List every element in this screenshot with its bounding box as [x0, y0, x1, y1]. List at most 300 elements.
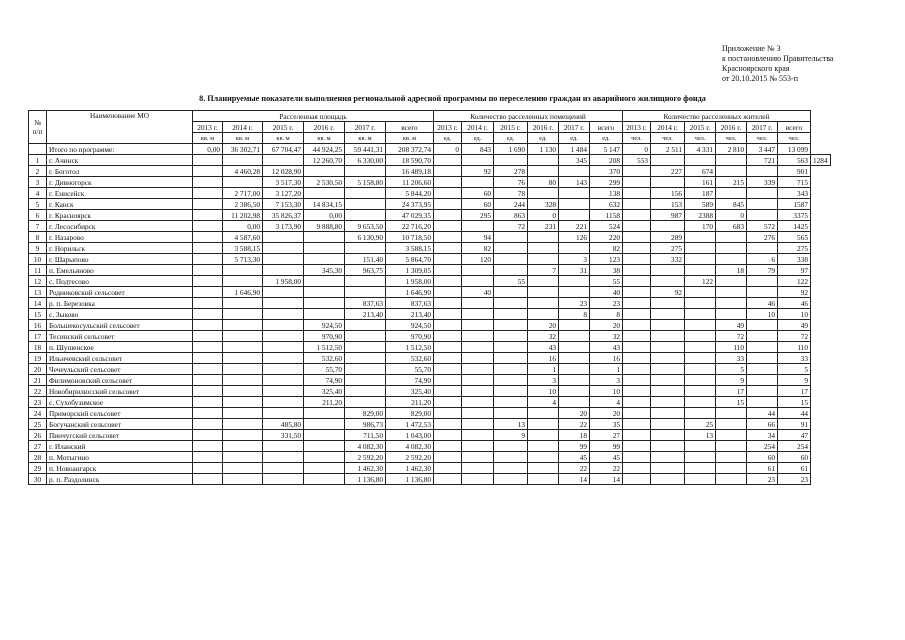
value-cell: 12 260,70: [304, 155, 345, 166]
value-cell: [345, 166, 386, 177]
value-cell: [263, 386, 304, 397]
value-cell: [716, 452, 747, 463]
value-cell: 9 888,80: [304, 221, 345, 232]
table-body: [29, 144, 831, 485]
value-cell: 2 592,20: [386, 452, 434, 463]
value-cell: 80: [528, 177, 559, 188]
municipality-name: г. Канск: [47, 199, 193, 210]
value-cell: 110: [778, 342, 811, 353]
header-rooms-unit: ед.: [462, 133, 494, 144]
value-cell: [193, 199, 223, 210]
table-row: [29, 353, 831, 364]
value-cell: 1 958,00: [386, 276, 434, 287]
value-cell: 370: [590, 166, 623, 177]
value-cell: 485,80: [263, 419, 304, 430]
value-cell: [494, 309, 528, 320]
value-cell: 565: [778, 232, 811, 243]
value-cell: 126: [559, 232, 590, 243]
value-cell: [223, 298, 263, 309]
value-cell: [623, 309, 651, 320]
value-cell: [623, 166, 651, 177]
value-cell: [528, 463, 559, 474]
header-area: Расселенная площадь: [193, 111, 434, 122]
value-cell: 674: [685, 166, 716, 177]
annex-line-4: от 20.10.2015 № 553-п: [722, 74, 798, 83]
value-cell: 1284: [811, 155, 831, 166]
value-cell: 275: [651, 243, 685, 254]
value-cell: [651, 177, 685, 188]
municipality-name: г. Лесосибирск: [47, 221, 193, 232]
value-cell: 3 588,15: [223, 243, 263, 254]
value-cell: [193, 331, 223, 342]
value-cell: [747, 210, 778, 221]
row-number: 11: [29, 265, 47, 276]
header-residents-year: 2014 г.: [651, 122, 685, 133]
value-cell: 14: [559, 474, 590, 485]
table-row: [29, 155, 831, 166]
value-cell: 47: [778, 430, 811, 441]
value-cell: [223, 375, 263, 386]
row-number: 13: [29, 287, 47, 298]
table-row: [29, 452, 831, 463]
value-cell: 22: [559, 463, 590, 474]
value-cell: [559, 276, 590, 287]
header-residents-year: 2016 г.: [716, 122, 747, 133]
value-cell: 0: [623, 144, 651, 155]
value-cell: [494, 320, 528, 331]
value-cell: [462, 397, 494, 408]
value-cell: 143: [559, 177, 590, 188]
value-cell: [685, 232, 716, 243]
value-cell: [263, 452, 304, 463]
value-cell: [685, 320, 716, 331]
row-number: 24: [29, 408, 47, 419]
value-cell: [434, 474, 462, 485]
value-cell: [223, 397, 263, 408]
value-cell: 338: [778, 254, 811, 265]
value-cell: 837,63: [386, 298, 434, 309]
value-cell: [304, 254, 345, 265]
value-cell: 92: [651, 287, 685, 298]
value-cell: [223, 276, 263, 287]
table-row: [29, 254, 831, 265]
value-cell: 44 924,25: [304, 144, 345, 155]
value-cell: [623, 353, 651, 364]
value-cell: 20: [590, 408, 623, 419]
value-cell: 97: [778, 265, 811, 276]
table-row: [29, 298, 831, 309]
value-cell: [434, 155, 462, 166]
value-cell: 23: [747, 474, 778, 485]
value-cell: 74,90: [304, 375, 345, 386]
value-cell: 328: [528, 199, 559, 210]
value-cell: [434, 232, 462, 243]
value-cell: 863: [494, 210, 528, 221]
value-cell: 9 653,50: [345, 221, 386, 232]
row-number: 2: [29, 166, 47, 177]
value-cell: [345, 331, 386, 342]
value-cell: 1 136,80: [386, 474, 434, 485]
value-cell: [685, 386, 716, 397]
value-cell: 325,40: [304, 386, 345, 397]
value-cell: [193, 430, 223, 441]
value-cell: [345, 397, 386, 408]
row-number: 14: [29, 298, 47, 309]
value-cell: 208 372,74: [386, 144, 434, 155]
value-cell: 44: [778, 408, 811, 419]
value-cell: [434, 265, 462, 276]
table-row: [29, 375, 831, 386]
header-residents-unit: чел.: [623, 133, 651, 144]
value-cell: 208: [590, 155, 623, 166]
value-cell: [685, 243, 716, 254]
value-cell: 3 127,20: [263, 188, 304, 199]
value-cell: [434, 463, 462, 474]
value-cell: 231: [528, 221, 559, 232]
header-name: Наименование МО: [47, 111, 193, 144]
header-rooms-year: всего: [590, 122, 623, 133]
value-cell: 532,60: [386, 353, 434, 364]
value-cell: [434, 397, 462, 408]
value-cell: [494, 452, 528, 463]
value-cell: [345, 188, 386, 199]
value-cell: 33: [716, 353, 747, 364]
row-number: 12: [29, 276, 47, 287]
header-area-unit: кв. м: [223, 133, 263, 144]
municipality-name: Тесинский сельсовет: [47, 331, 193, 342]
value-cell: [434, 342, 462, 353]
value-cell: [223, 309, 263, 320]
value-cell: [559, 320, 590, 331]
value-cell: 138: [590, 188, 623, 199]
value-cell: [193, 243, 223, 254]
value-cell: [528, 166, 559, 177]
value-cell: 91: [778, 419, 811, 430]
value-cell: [434, 243, 462, 254]
row-number: 29: [29, 463, 47, 474]
value-cell: [716, 419, 747, 430]
value-cell: [345, 353, 386, 364]
value-cell: [559, 353, 590, 364]
value-cell: 1 512,50: [386, 342, 434, 353]
value-cell: [685, 463, 716, 474]
row-number: 10: [29, 254, 47, 265]
value-cell: 1158: [590, 210, 623, 221]
municipality-name: р. п. Березовка: [47, 298, 193, 309]
value-cell: 572: [747, 221, 778, 232]
value-cell: 563: [778, 155, 811, 166]
municipality-name: г. Ачинск: [47, 155, 193, 166]
value-cell: 32: [528, 331, 559, 342]
row-number: 1: [29, 155, 47, 166]
header-residents: Количество расселенных жителей: [623, 111, 811, 122]
value-cell: 18: [716, 265, 747, 276]
value-cell: 35: [590, 419, 623, 430]
value-cell: 74,90: [386, 375, 434, 386]
value-cell: [623, 177, 651, 188]
value-cell: 901: [778, 166, 811, 177]
row-number: 23: [29, 397, 47, 408]
value-cell: 72: [778, 331, 811, 342]
value-cell: [716, 463, 747, 474]
value-cell: 13 099: [778, 144, 811, 155]
value-cell: 721: [747, 155, 778, 166]
value-cell: [559, 287, 590, 298]
municipality-name: Ильичевский сельсовет: [47, 353, 193, 364]
value-cell: 1 043,00: [386, 430, 434, 441]
header-rooms-unit: ед.: [434, 133, 462, 144]
table-row: [29, 309, 831, 320]
value-cell: [434, 441, 462, 452]
municipality-name: г. Норильск: [47, 243, 193, 254]
value-cell: 2 717,00: [223, 188, 263, 199]
value-cell: 1425: [778, 221, 811, 232]
value-cell: 1 136,80: [345, 474, 386, 485]
value-cell: 40: [590, 287, 623, 298]
value-cell: 1 130: [528, 144, 559, 155]
value-cell: 2 511: [651, 144, 685, 155]
value-cell: 25: [685, 419, 716, 430]
table-row: [29, 166, 831, 177]
value-cell: [716, 276, 747, 287]
value-cell: [304, 452, 345, 463]
value-cell: [345, 287, 386, 298]
value-cell: [528, 155, 559, 166]
value-cell: 35 826,37: [263, 210, 304, 221]
annex-block: [722, 44, 833, 84]
value-cell: 18 590,70: [386, 155, 434, 166]
value-cell: 17: [778, 386, 811, 397]
value-cell: [494, 375, 528, 386]
value-cell: [651, 463, 685, 474]
value-cell: [304, 188, 345, 199]
value-cell: [716, 166, 747, 177]
value-cell: [304, 408, 345, 419]
value-cell: 1: [528, 364, 559, 375]
value-cell: 3 447: [747, 144, 778, 155]
value-cell: [747, 276, 778, 287]
value-cell: [651, 276, 685, 287]
value-cell: [193, 287, 223, 298]
table-row: [29, 177, 831, 188]
value-cell: [304, 298, 345, 309]
value-cell: 187: [685, 188, 716, 199]
municipality-name: п. Емельяново: [47, 265, 193, 276]
value-cell: 66: [747, 419, 778, 430]
header-rooms-unit: ед.: [590, 133, 623, 144]
value-cell: [462, 276, 494, 287]
value-cell: 3 588,15: [386, 243, 434, 254]
value-cell: 1 462,30: [345, 463, 386, 474]
value-cell: [651, 375, 685, 386]
value-cell: [193, 452, 223, 463]
table-row: [29, 210, 831, 221]
table-row: [29, 430, 831, 441]
municipality-name: Новобирилюсский сельсовет: [47, 386, 193, 397]
value-cell: 227: [651, 166, 685, 177]
value-cell: 20: [590, 320, 623, 331]
header-area-unit: кв. м: [304, 133, 345, 144]
value-cell: [434, 199, 462, 210]
value-cell: [528, 287, 559, 298]
value-cell: [747, 243, 778, 254]
value-cell: 17: [716, 386, 747, 397]
value-cell: [434, 254, 462, 265]
value-cell: [345, 342, 386, 353]
value-cell: [223, 441, 263, 452]
header-rooms-unit: ед.: [494, 133, 528, 144]
value-cell: 299: [590, 177, 623, 188]
value-cell: [223, 430, 263, 441]
value-cell: [434, 166, 462, 177]
value-cell: 0: [434, 144, 462, 155]
value-cell: [494, 265, 528, 276]
value-cell: 20: [559, 408, 590, 419]
value-cell: [193, 320, 223, 331]
value-cell: [651, 298, 685, 309]
value-cell: [685, 309, 716, 320]
value-cell: [623, 210, 651, 221]
value-cell: [193, 210, 223, 221]
value-cell: 10: [778, 309, 811, 320]
value-cell: [623, 298, 651, 309]
value-cell: 24 373,95: [386, 199, 434, 210]
value-cell: 3: [528, 375, 559, 386]
value-cell: 23: [778, 474, 811, 485]
value-cell: [651, 474, 685, 485]
value-cell: 4: [590, 397, 623, 408]
value-cell: [559, 342, 590, 353]
value-cell: 4 082,30: [386, 441, 434, 452]
value-cell: 532,60: [304, 353, 345, 364]
value-cell: 23: [559, 298, 590, 309]
value-cell: 331,50: [263, 430, 304, 441]
value-cell: [716, 232, 747, 243]
table-row: [29, 221, 831, 232]
value-cell: [747, 342, 778, 353]
value-cell: [223, 474, 263, 485]
table-row: [29, 320, 831, 331]
value-cell: 55: [590, 276, 623, 287]
value-cell: [494, 342, 528, 353]
value-cell: [685, 265, 716, 276]
table-row: [29, 441, 831, 452]
value-cell: [263, 441, 304, 452]
value-cell: 122: [685, 276, 716, 287]
table-row: [29, 342, 831, 353]
value-cell: [559, 331, 590, 342]
value-cell: 837,63: [345, 298, 386, 309]
value-cell: [223, 463, 263, 474]
table-row: [29, 463, 831, 474]
row-number: [29, 144, 47, 155]
header-residents-unit: чел.: [685, 133, 716, 144]
value-cell: [263, 408, 304, 419]
value-cell: [623, 430, 651, 441]
header-rooms-year: 2016 г.: [528, 122, 559, 133]
value-cell: 325,40: [386, 386, 434, 397]
value-cell: [559, 243, 590, 254]
municipality-name: г. Иланский: [47, 441, 193, 452]
value-cell: [494, 364, 528, 375]
table-row: [29, 232, 831, 243]
value-cell: [528, 309, 559, 320]
value-cell: 170: [685, 221, 716, 232]
value-cell: 60: [778, 452, 811, 463]
value-cell: 1 462,30: [386, 463, 434, 474]
value-cell: 843: [462, 144, 494, 155]
value-cell: 99: [559, 441, 590, 452]
value-cell: [223, 452, 263, 463]
value-cell: [716, 287, 747, 298]
value-cell: [528, 188, 559, 199]
value-cell: 6: [747, 254, 778, 265]
value-cell: 332: [651, 254, 685, 265]
value-cell: [559, 397, 590, 408]
table-row: [29, 199, 831, 210]
value-cell: 289: [651, 232, 685, 243]
value-cell: [223, 364, 263, 375]
value-cell: 10: [747, 309, 778, 320]
header-residents-year: 2017 г.: [747, 122, 778, 133]
value-cell: [345, 386, 386, 397]
value-cell: 20: [528, 320, 559, 331]
value-cell: 1: [590, 364, 623, 375]
value-cell: [345, 243, 386, 254]
row-number: 5: [29, 199, 47, 210]
value-cell: [685, 155, 716, 166]
value-cell: [263, 463, 304, 474]
row-number: 7: [29, 221, 47, 232]
value-cell: [494, 386, 528, 397]
municipality-name: с. Зыково: [47, 309, 193, 320]
value-cell: 986,73: [345, 419, 386, 430]
value-cell: [747, 375, 778, 386]
value-cell: 963,75: [345, 265, 386, 276]
value-cell: [193, 353, 223, 364]
value-cell: [193, 232, 223, 243]
value-cell: [193, 419, 223, 430]
value-cell: 7 153,30: [263, 199, 304, 210]
value-cell: [434, 177, 462, 188]
value-cell: [651, 155, 685, 166]
header-residents-unit: чел.: [651, 133, 685, 144]
value-cell: [462, 155, 494, 166]
value-cell: [559, 199, 590, 210]
value-cell: [345, 375, 386, 386]
value-cell: [651, 353, 685, 364]
value-cell: 79: [747, 265, 778, 276]
value-cell: [623, 232, 651, 243]
value-cell: [193, 265, 223, 276]
program-table: [28, 110, 831, 485]
value-cell: [494, 254, 528, 265]
value-cell: [623, 265, 651, 276]
value-cell: [434, 386, 462, 397]
value-cell: 1 690: [494, 144, 528, 155]
header-area-unit: кв. м: [345, 133, 386, 144]
value-cell: [462, 463, 494, 474]
value-cell: 43: [590, 342, 623, 353]
row-number: 16: [29, 320, 47, 331]
value-cell: 38: [590, 265, 623, 276]
header-num: № п/п: [29, 111, 47, 144]
value-cell: 213,40: [386, 309, 434, 320]
value-cell: [263, 265, 304, 276]
value-cell: 711,50: [345, 430, 386, 441]
value-cell: [651, 342, 685, 353]
value-cell: [623, 287, 651, 298]
